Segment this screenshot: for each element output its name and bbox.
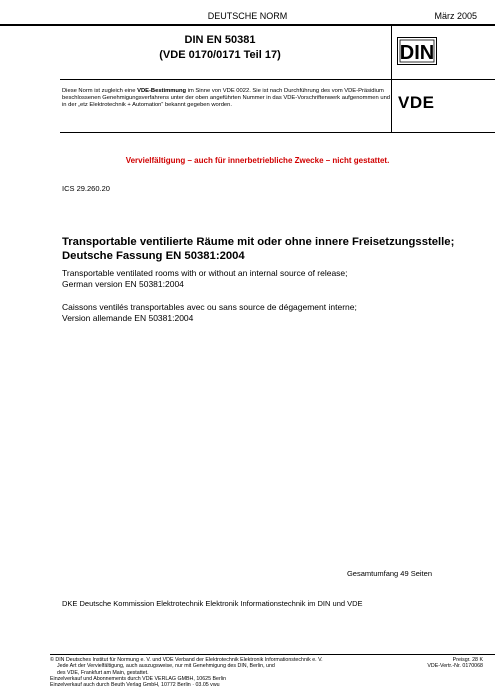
vde-notice-part2: im Sinne von VDE 0022. Sie ist nach Durchführung des vom VDE-Präsidium beschlossenen Genehmigungsverfahrens unter der oben angeführten Nummer in das VDE-Vorschriftenwerk aufgenommen und in der „etz Elektrotechnik + Automation“ bekannt gegeben worden. bbox=[62, 88, 391, 109]
din-logo-text: DIN bbox=[399, 42, 435, 64]
vde-notice-bold: VDE-Bestimmung bbox=[137, 88, 187, 94]
footer-rule bbox=[50, 654, 495, 655]
document-number bbox=[60, 33, 380, 63]
vde-notice bbox=[62, 88, 391, 110]
title-english-line2: German version EN 50381:2004 bbox=[62, 279, 184, 289]
footer-copyright-line1: © DIN Deutsches Institut für Normung e. V. und VDE Verband der Elektrotechnik Elektronik Informationstechnik e. V. bbox=[50, 657, 323, 663]
title-french-line2: Version allemande EN 50381:2004 bbox=[62, 313, 194, 323]
footer-copyright-line3: des VDE, Frankfurt am Main, gestattet. bbox=[57, 669, 149, 676]
header-date: März 2005 bbox=[434, 11, 477, 21]
title-french-line1: Caissons ventilés transportables avec ou sans source de dégagement interne; bbox=[62, 302, 357, 312]
footer-sales-line1: Einzelverkauf und Abonnements durch VDE VERLAG GMBH, 10625 Berlin bbox=[50, 675, 227, 682]
footer-copyright bbox=[50, 657, 370, 688]
vde-notice-part1: Diese Norm ist zugleich eine bbox=[62, 88, 138, 94]
document-number-line1: DIN EN 50381 bbox=[184, 34, 256, 46]
footer-price-group: Preisgr. 28 K bbox=[452, 657, 483, 663]
document-number-line2: (VDE 0170/0171 Teil 17) bbox=[159, 49, 281, 61]
notice-rule bbox=[60, 132, 495, 133]
ics-code: ICS 29.260.20 bbox=[62, 184, 110, 193]
title-german-line1: Transportable ventilierte Räume mit oder ohne innere Freisetzungsstelle; bbox=[62, 236, 455, 248]
footer-order-number: VDE-Vertr.-Nr. 0170068 bbox=[427, 663, 483, 670]
header-rule bbox=[0, 24, 495, 26]
title-german bbox=[62, 236, 482, 263]
footer-copyright-line2: Jede Art der Vervielfältigung, auch auszugsweise, nur mit Genehmigung des DIN, Berlin, und bbox=[57, 663, 275, 670]
title-french bbox=[62, 302, 482, 324]
title-english-line1: Transportable ventilated rooms with or without an internal source of release; bbox=[62, 268, 348, 278]
title-german-line2: Deutsche Fassung EN 50381:2004 bbox=[62, 249, 245, 262]
footer-price bbox=[373, 657, 483, 670]
din-logo bbox=[397, 37, 437, 65]
title-english bbox=[62, 268, 482, 290]
committee-line: DKE Deutsche Kommission Elektrotechnik Elektronik Informationstechnik im DIN und VDE bbox=[62, 599, 363, 608]
header-title: DEUTSCHE NORM bbox=[207, 11, 288, 21]
title-rule bbox=[60, 79, 495, 80]
page-count: Gesamtumfang 49 Seiten bbox=[346, 569, 432, 578]
reproduction-warning: Vervielfältigung – auch für innerbetriebliche Zwecke – nicht gestattet. bbox=[125, 156, 390, 165]
vde-logo: VDE bbox=[398, 93, 435, 112]
footer-sales-line2: Einzelverkauf auch durch Beuth Verlag GmbH, 10772 Berlin · 03.05 vwu bbox=[50, 682, 220, 689]
